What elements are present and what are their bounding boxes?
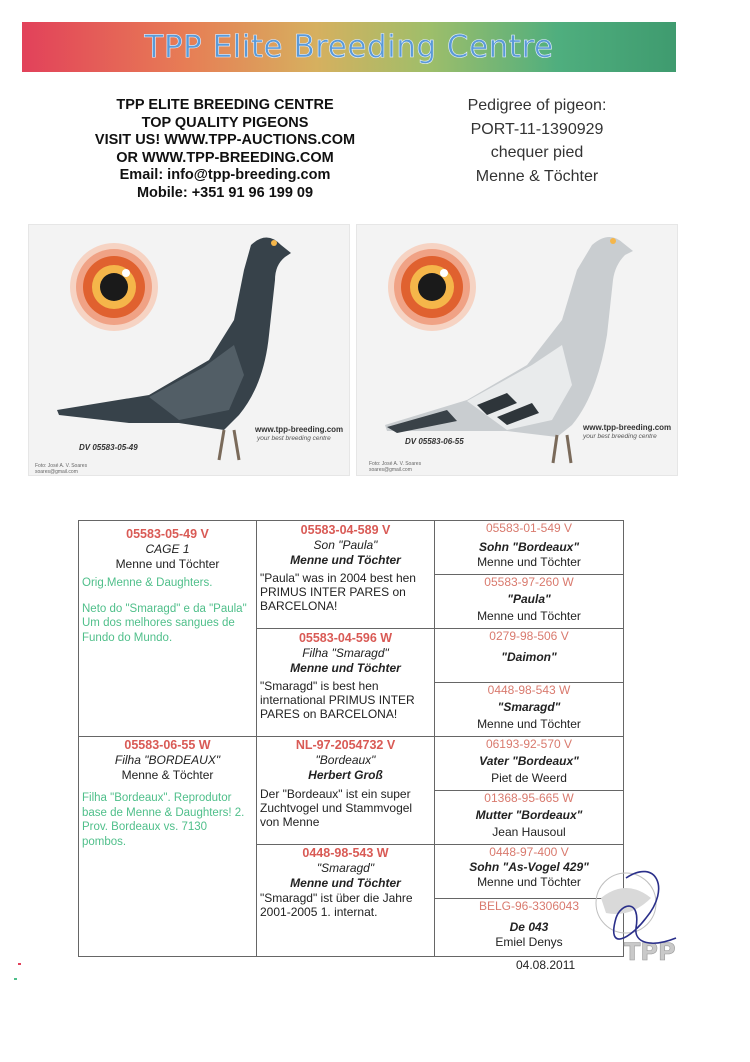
breeder-name: Emiel Denys xyxy=(495,935,563,949)
photo-sire xyxy=(28,224,350,476)
pigeon-name: "Daimon" xyxy=(501,650,557,664)
pedigree-header xyxy=(432,94,642,188)
breeder-name: Menne & Töchter xyxy=(121,768,214,782)
stamp-text: TPP xyxy=(624,938,676,966)
eye-icon xyxy=(388,243,476,331)
ring-number: 05583-01-549 V xyxy=(485,521,573,535)
pigeon-name: Sohn "Bordeaux" xyxy=(478,540,580,554)
contact-line: Email: info@tpp-breeding.com xyxy=(119,167,331,183)
pigeon-name: Filha "Smaragd" xyxy=(302,646,389,660)
dss-cell xyxy=(435,737,624,791)
ring-number: 0448-97-400 V xyxy=(489,845,569,859)
mark-dot xyxy=(14,978,17,980)
pigeon-name: De 043 xyxy=(509,920,549,934)
ring-number: 0279-98-506 V xyxy=(489,629,569,643)
photo-dam xyxy=(356,224,678,476)
ring-number: 05583-97-260 W xyxy=(484,575,574,589)
contact-line: OR WWW.TPP-BREEDING.COM xyxy=(116,149,334,166)
pigeon-name: Mutter "Bordeaux" xyxy=(475,808,583,822)
pigeon-name: "Smaragd" xyxy=(497,700,561,714)
ring-number: 05583-04-589 V xyxy=(300,523,391,537)
ring-number: 0448-98-543 W xyxy=(302,846,389,860)
photo-website: www.tpp-breeding.com xyxy=(583,423,672,432)
pigeon-name: "Paula" xyxy=(507,592,551,606)
pedigree-table xyxy=(78,520,624,957)
note: "Smaragd" is best hen international PRIMUS INTER PARES on BARCELONA! xyxy=(260,679,415,721)
tpp-stamp-logo xyxy=(586,858,696,968)
pigeon-name: Son "Paula" xyxy=(313,538,378,552)
dd-cell xyxy=(257,845,435,957)
pedigree-breeder: Menne & Töchter xyxy=(475,167,599,185)
breeder-name: Menne und Töchter xyxy=(290,661,401,675)
pigeon-name: Sohn "As-Vogel 429" xyxy=(469,860,589,874)
pedigree-title: Pedigree of pigeon: xyxy=(467,97,607,114)
ring-number: 05583-06-55 W xyxy=(124,738,211,752)
dsd-cell xyxy=(435,791,624,845)
ds-cell xyxy=(257,737,435,845)
photo-tagline: your best breeding centre xyxy=(583,433,657,440)
ring-number: 05583-05-49 V xyxy=(126,527,209,541)
photo-tagline: your best breeding centre xyxy=(257,435,331,442)
contact-line: VISIT US! WWW.TPP-AUCTIONS.COM xyxy=(94,132,356,148)
note: Der "Bordeaux" ist ein super Zuchtvogel und Stammvogel von Menne xyxy=(260,787,413,829)
note: Orig.Menne & Daughters. xyxy=(82,577,213,589)
pedigree-ring: PORT-11-1390929 xyxy=(470,120,604,138)
ring-number: NL-97-2054732 V xyxy=(295,738,396,752)
photo-strip xyxy=(28,224,678,480)
document-date: 04.08.2011 xyxy=(516,958,576,972)
photo-credit-line: soares@gmail.com xyxy=(369,467,412,473)
breeder-name: Menne und Töchter xyxy=(477,717,581,731)
pigeon-name: "Smaragd" xyxy=(316,861,375,875)
photo-credit-line: Foto: José A. V. Soares xyxy=(369,461,422,467)
ss-cell xyxy=(257,521,435,629)
contact-line: TPP ELITE BREEDING CENTRE xyxy=(116,97,334,113)
sd-cell xyxy=(257,629,435,737)
photo-credit-line: Foto: José A. V. Soares xyxy=(35,463,88,469)
note: Filha "Bordeaux". Reprodutor base de Menne & Daughters! 2. Prov. Bordeaux vs. 7130 pombos. xyxy=(82,792,245,848)
breeder-name: Menne und Töchter xyxy=(115,557,220,571)
breeder-name: Menne und Töchter xyxy=(477,875,581,889)
dam-cell xyxy=(79,737,257,957)
pigeon-name: "Bordeaux" xyxy=(315,753,376,767)
sdd-cell xyxy=(435,683,624,737)
pigeon-name: Filha "BORDEAUX" xyxy=(114,753,221,767)
pigeon-name: Vater "Bordeaux" xyxy=(479,754,579,768)
mark-dot xyxy=(18,963,21,965)
pigeon-name: CAGE 1 xyxy=(145,542,190,556)
sss-cell xyxy=(435,521,624,575)
sire-cell xyxy=(79,521,257,737)
photo-label: DV 05583-05-49 xyxy=(79,443,138,452)
breeder-name: Menne und Töchter xyxy=(477,609,581,623)
contact-block xyxy=(60,97,390,202)
header-banner xyxy=(22,22,676,72)
breeder-name: Herbert Groß xyxy=(308,768,383,782)
ring-number: 0448-98-543 W xyxy=(487,683,571,697)
contact-line: Mobile: +351 91 96 199 09 xyxy=(136,184,314,201)
contact-line: TOP QUALITY PIGEONS xyxy=(141,114,309,131)
eye-icon xyxy=(70,243,158,331)
photo-credit xyxy=(35,463,87,475)
photo-website: www.tpp-breeding.com xyxy=(255,425,344,434)
ring-number: BELG-96-3306043 xyxy=(478,899,580,913)
photo-credit-line: soares@gmail.com xyxy=(35,469,78,475)
note: "Smaragd" ist über die Jahre 2001-2005 1. internat. xyxy=(260,891,413,919)
pedigree-color: chequer pied xyxy=(490,144,584,161)
breeder-name: Menne und Töchter xyxy=(290,553,401,567)
breeder-name: Jean Hausoul xyxy=(492,825,566,839)
breeder-name: Menne und Töchter xyxy=(477,555,581,569)
breeder-name: Piet de Weerd xyxy=(491,771,567,785)
note: Neto do "Smaragd" e da "Paula" Um dos melhores sangues de Fundo do Mundo. xyxy=(82,602,247,644)
ring-number: 01368-95-665 W xyxy=(484,791,574,805)
photo-label: DV 05583-06-55 xyxy=(405,437,464,446)
note: "Paula" was in 2004 best hen PRIMUS INTER PARES on BARCELONA! xyxy=(260,571,416,613)
ring-number: 06193-92-570 V xyxy=(485,737,573,751)
sds-cell xyxy=(435,629,624,683)
photo-credit xyxy=(369,461,421,473)
banner-title: TPP Elite Breeding Centre xyxy=(144,29,554,65)
ssd-cell xyxy=(435,575,624,629)
breeder-name: Menne und Töchter xyxy=(290,876,401,890)
ring-number: 05583-04-596 W xyxy=(298,631,393,645)
